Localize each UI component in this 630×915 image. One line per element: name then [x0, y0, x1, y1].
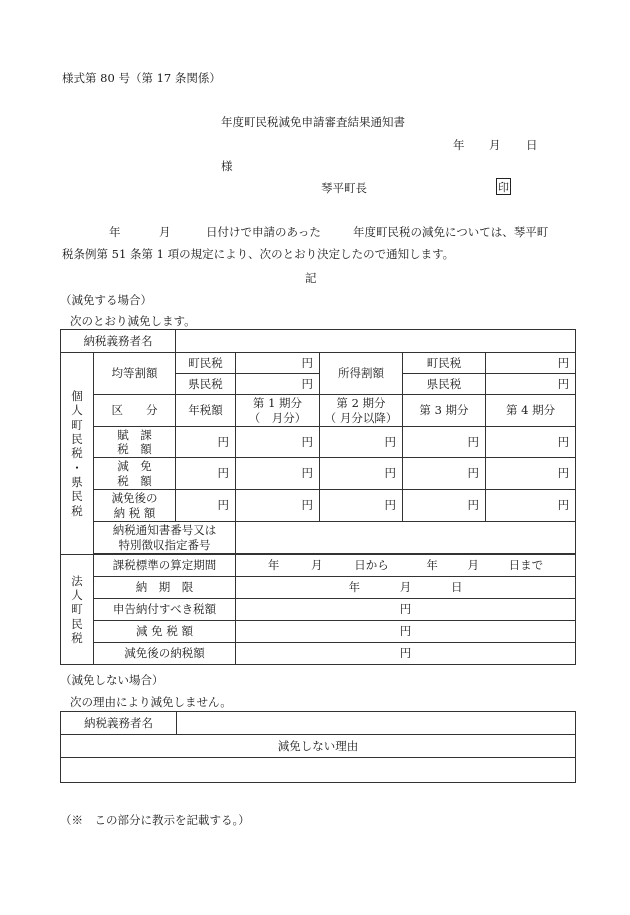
form-number: 様式第 80 号（第 17 条関係） [62, 71, 221, 85]
kintou-town-tax-label: 町民税 [176, 353, 236, 374]
genmen-period3-amount: 円 [403, 458, 486, 490]
exempt-case-heading: （減免する場合） [60, 293, 152, 307]
kintou-pref-tax-label: 県民税 [176, 374, 236, 395]
kintou-pref-tax-amount: 円 [236, 374, 320, 395]
fuka-annual-amount: 円 [176, 427, 236, 458]
individual-tax-label: 個 人 町 民 税 ・ 県 民 税 [61, 353, 94, 555]
non-exemption-table [60, 711, 576, 783]
ki-heading: 記 [305, 271, 317, 285]
taxpayer-name-label: 納税義務者名 [61, 330, 176, 353]
body-applied-text: 日付けで申請のあった [206, 225, 321, 239]
taxpayer-name-field-2 [177, 712, 576, 735]
seal-mark: 印 [496, 178, 511, 195]
corporate-tax-label: 法 人 町 民 税 [61, 555, 94, 665]
date-year-label: 年 [453, 138, 465, 152]
after-annual-amount: 円 [176, 490, 236, 522]
after-exempt-tax-label: 減免後の納税額 [94, 643, 236, 665]
date-month-label: 月 [489, 138, 501, 152]
declared-tax-label: 申告納付すべき税額 [94, 599, 236, 621]
period-value: 年 月 日から 年 月 日まで [236, 555, 576, 577]
genmen-label: 減 免 税 額 [94, 458, 176, 490]
after-period1-amount: 円 [236, 490, 320, 522]
genmen-period2-amount: 円 [320, 458, 403, 490]
kintou-label: 均等割額 [94, 353, 176, 395]
shotoku-town-tax-label: 町民税 [403, 353, 486, 374]
fuka-period4-amount: 円 [486, 427, 576, 458]
notice-number-label: 納税通知書番号又は 特別徴収指定番号 [94, 522, 236, 554]
kubun-header: 区 分 [94, 395, 176, 427]
exempt-tax-amount: 円 [236, 621, 576, 643]
after-exempt-label: 減免後の 納 税 額 [94, 490, 176, 522]
reason-field [61, 758, 576, 783]
document-title: 年度町民税減免申請審査結果通知書 [221, 115, 405, 129]
issuer-name: 琴平町長 [321, 181, 367, 195]
addressee-suffix: 様 [221, 159, 233, 173]
footnote: （※ この部分に教示を記載する。） [60, 813, 250, 827]
taxpayer-name-field [176, 330, 576, 353]
fuka-period1-amount: 円 [236, 427, 320, 458]
body-month: 月 [159, 225, 171, 239]
genmen-period4-amount: 円 [486, 458, 576, 490]
after-period2-amount: 円 [320, 490, 403, 522]
exempt-tax-label: 減 免 税 額 [94, 621, 236, 643]
after-period4-amount: 円 [486, 490, 576, 522]
period4-header: 第 4 期分 [486, 395, 576, 427]
shotoku-town-tax-amount: 円 [486, 353, 576, 374]
after-period3-amount: 円 [403, 490, 486, 522]
shotoku-label: 所得割額 [320, 353, 403, 395]
fuka-period2-amount: 円 [320, 427, 403, 458]
taxpayer-name-label-2: 納税義務者名 [61, 712, 177, 735]
deadline-value: 年 月 日 [236, 577, 576, 599]
period3-header: 第 3 期分 [403, 395, 486, 427]
shotoku-pref-tax-amount: 円 [486, 374, 576, 395]
fuka-period3-amount: 円 [403, 427, 486, 458]
body-decision-text: 年度町民税の減免については、琴平町 [353, 225, 549, 239]
declared-tax-amount: 円 [236, 599, 576, 621]
reason-label: 減免しない理由 [61, 735, 576, 758]
body-year: 年 [109, 225, 121, 239]
shotoku-pref-tax-label: 県民税 [403, 374, 486, 395]
period-label: 課税標準の算定期間 [94, 555, 236, 577]
period1-header: 第 1 期分 （ 月分） [236, 395, 320, 427]
date-day-label: 日 [526, 138, 538, 152]
not-exempt-lead: 次の理由により減免しません。 [70, 695, 232, 709]
fuka-label: 賦 課 税 額 [94, 427, 176, 458]
genmen-period1-amount: 円 [236, 458, 320, 490]
notice-number-field [236, 522, 576, 554]
kintou-town-tax-amount: 円 [236, 353, 320, 374]
not-exempt-heading: （減免しない場合） [60, 673, 164, 687]
deadline-label: 納 期 限 [94, 577, 236, 599]
genmen-annual-amount: 円 [176, 458, 236, 490]
body-line-2: 税条例第 51 条第 1 項の規定により、次のとおり決定したので通知します。 [62, 247, 455, 261]
exemption-table [60, 329, 576, 665]
after-exempt-tax-amount: 円 [236, 643, 576, 665]
annual-tax-header: 年税額 [176, 395, 236, 427]
exempt-case-lead: 次のとおり減免します。 [70, 314, 196, 328]
period2-header: 第 2 期分 （ 月分以降） [320, 395, 403, 427]
